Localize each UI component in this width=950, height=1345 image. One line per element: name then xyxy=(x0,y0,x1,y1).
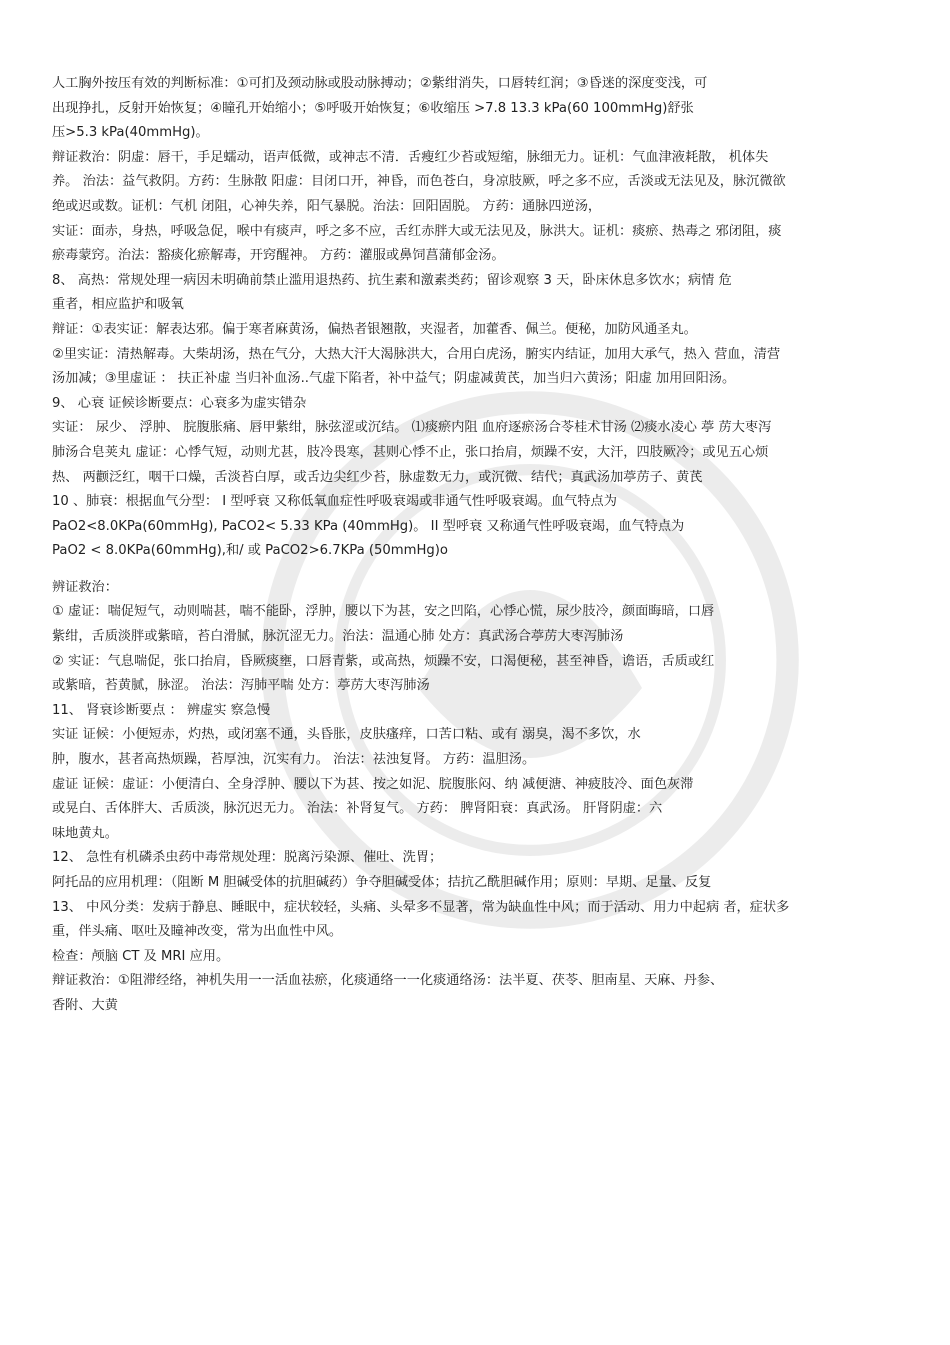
text-line: 重，伴头痛、呕吐及瞳神改变，常为出血性中风。 xyxy=(52,924,343,940)
text-line: PaO2 < 8.0KPa(60mmHg),和/ 或 PaCO2>6.7KPa (50mmHg)o xyxy=(52,543,448,559)
text-line: 实证 证候：小便短赤，灼热，或闭塞不通，头昏胀，皮肤瘙痒，口苦口粘、或有 溺臭，渴不多饮，水 xyxy=(52,727,641,743)
text-line: 紫绀，舌质淡胖或紫暗，苔白滑腻，脉沉涩无力。治法：温通心肺 处方：真武汤合葶苈大枣泻肺汤 xyxy=(52,629,624,645)
text-line: ② 实证：气息喘促，张口抬肩，昏厥痰壅，口唇青紫，或高热，烦躁不安，口渴便秘，甚至神昏，谵语，舌质或红 xyxy=(52,653,715,669)
text-line: 肺汤合皂荚丸 虚证：心悸气短，动则尤甚，肢冷畏寒，甚则心悸不止，张口抬肩，烦躁不安，大汗，四肢厥冷；或见五心烦 xyxy=(52,444,769,460)
text-line: 或紫暗，苔黄腻，脉涩。 治法：泻肺平喘 处方：葶苈大枣泻肺汤 xyxy=(52,678,430,694)
text-line: 出现挣扎，反射开始恢复；④瞳孔开始缩小；⑤呼吸开始恢复；⑥收缩压 >7.8 13.3 kPa(60 100mmHg)舒张 xyxy=(52,100,694,116)
text-line: 13、 中风分类：发病于静息、睡眠中，症状较轻，头痛、头晕多不显著，常为缺血性中风；而于活动、用力中起病 者，症状多 xyxy=(52,899,790,915)
text-line: 实证： 尿少、 浮肿、 脘腹胀痛、唇甲紫绀，脉弦涩或沉结。 ⑴痰瘀内阻 血府逐瘀汤合苓桂术甘汤 ⑵痰水凌心 葶 苈大枣泻 xyxy=(52,420,772,436)
text-line: 11、 肾衰诊断要点 ： 辨虚实 察急慢 xyxy=(52,702,271,718)
text-line: 重者，相应监护和吸氧 xyxy=(52,297,184,313)
text-line: 虚证 证候：虚证：小便清白、全身浮肿、腰以下为甚、按之如泥、脘腹胀闷、纳 减便溏、神疲肢冷、面色灰滞 xyxy=(52,776,694,792)
text-line: 辩证救治：①阻滞经络，神机失用一一活血祛瘀，化痰通络一一化痰通络汤：法半夏、茯苓、胆南星、天麻、丹参、 xyxy=(52,973,724,989)
text-line: 绝或迟或数。证机：气机 闭阻，心神失养，阳气暴脱。治法：回阳固脱。 方药：通脉四逆汤， xyxy=(52,198,602,214)
spacer xyxy=(52,564,902,576)
text-line: 味地黄丸。 xyxy=(52,825,118,841)
text-line: 辨证救治： xyxy=(52,579,118,595)
text-line: 10 、肺衰：根据血气分型： I 型呼衰 又称低氧血症性呼吸衰竭或非通气性呼吸衰竭。血气特点为 xyxy=(52,494,617,510)
text-line: 香附、大黄 xyxy=(52,997,118,1013)
text-line: 肿，腹水，甚者高热烦躁，苔厚浊，沉实有力。 治法：祛浊复肾。 方药：温胆汤。 xyxy=(52,752,536,768)
text-line: 热、 两颧泛红，咽干口燥，舌淡苔白厚，或舌边尖红少苔，脉虚数无力，或沉微、结代；真武汤加葶苈子、黄芪 xyxy=(52,469,703,485)
text-line: 或晃白、舌体胖大、舌质淡，脉沉迟无力。 治法：补肾复气。 方药： 脾肾阳衰：真武汤。 肝肾阴虚：六 xyxy=(52,801,663,817)
text-line: ① 虚证：喘促短气，动则喘甚，喘不能卧，浮肿，腰以下为甚，安之凹陷，心悸心慌，尿少肢冷，颜面晦暗，口唇 xyxy=(52,604,715,620)
text-line: 辩证救治：阴虚：唇干，手足蠕动，语声低微，或神志不清．舌瘦红少苔或短缩，脉细无力。证机：气血津液耗散， 机体失 xyxy=(52,149,769,165)
text-line: 养。 治法：益气救阴。方药：生脉散 阳虚：目闭口开，神昏，而色苍白，身凉肢厥，呼之多不应，舌淡或无法见及，脉沉微欲 xyxy=(52,174,786,190)
text-line: 阿托品的应用机理：（阻断 M 胆碱受体的抗胆碱药）争夺胆碱受体；拮抗乙酰胆碱作用；原则：早期、足量、反复 xyxy=(52,875,712,890)
text-line: 汤加减；③里虚证 ： 扶正补虚 当归补血汤..气虚下陷者，补中益气；阴虚减黄芪，加当归六黄汤；阳虚 加用回阳汤。 xyxy=(52,371,736,387)
text-line: 辩证：①表实证：解表达邪。偏于寒者麻黄汤，偏热者银翘散，夹湿者，加藿香、佩兰。便秘，加防风通圣丸。 xyxy=(52,321,697,337)
text-line: 8、 高热：常规处理一病因未明确前禁止滥用退热药、抗生素和激素类药；留诊观察 3 天，卧床休息多饮水；病情 危 xyxy=(52,272,732,288)
document-body xyxy=(52,72,902,1019)
text-line: 瘀毒蒙窍。治法：豁痰化瘀解毒，开窍醒神。 方药：灌服或鼻饲菖蒲郁金汤。 xyxy=(52,248,505,264)
text-line: PaO2<8.0KPa(60mmHg), PaCO2< 5.33 KPa (40mmHg)。 II 型呼衰 又称通气性呼吸衰竭，血气特点为 xyxy=(52,518,685,534)
text-line: 实证：面赤，身热，呼吸急促，喉中有痰声，呼之多不应，舌红赤胖大或无法见及，脉洪大。证机：痰瘀、热毒之 邪闭阻，痰 xyxy=(52,223,782,239)
text-line: ②里实证：清热解毒。大柴胡汤，热在气分，大热大汗大渴脉洪大，合用白虎汤，腑实内结证，加用大承气，热入 营血，清营 xyxy=(52,346,781,362)
text-line: 9、 心衰 证候诊断要点：心衰多为虚实错杂 xyxy=(52,395,307,411)
text-line: 12、 急性有机磷杀虫药中毒常规处理：脱离污染源、催吐、洗胃； xyxy=(52,850,443,866)
text-line: 检查：颅脑 CT 及 MRI 应用。 xyxy=(52,948,230,964)
text-line: 人工胸外按压有效的判断标准：①可扪及颈动脉或股动脉搏动；②紫绀消失，口唇转红润；③昏迷的深度变浅，可 xyxy=(52,76,708,91)
text-line: 压>5.3 kPa(40mmHg)。 xyxy=(52,125,209,141)
